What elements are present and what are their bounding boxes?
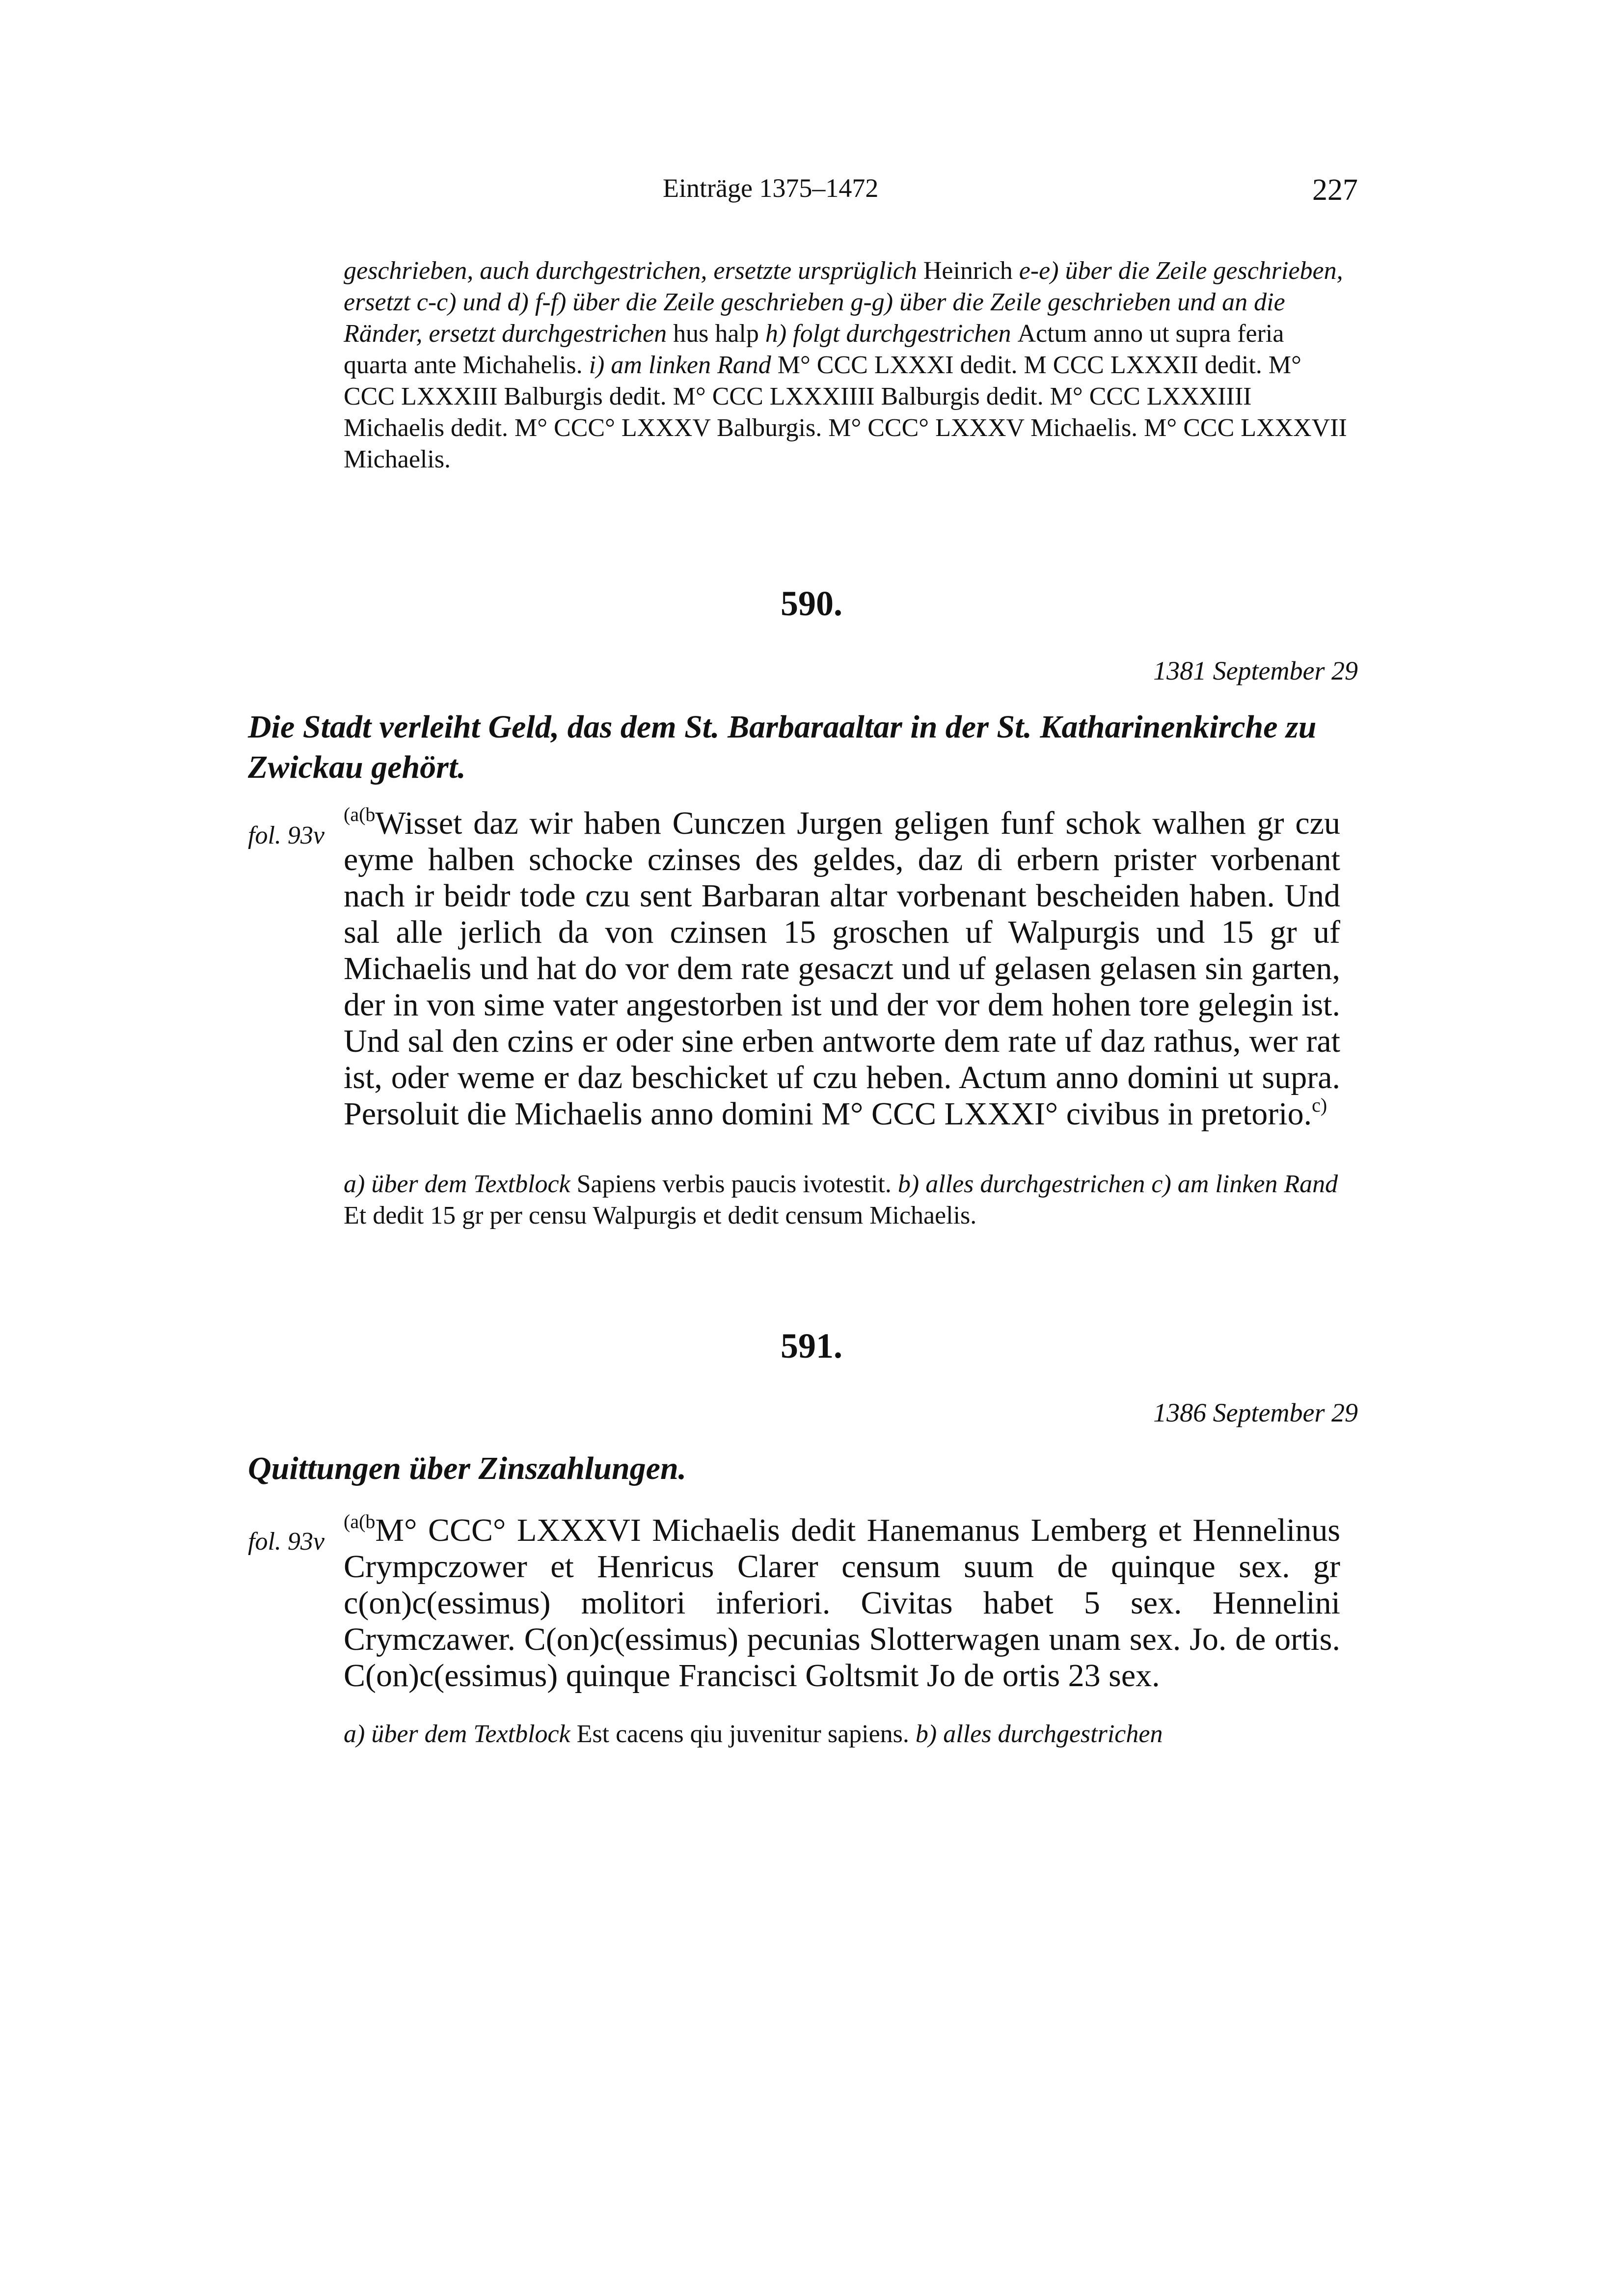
note-label: e-e) über die Zeile geschrieben, ersetzt c-c) und d) f-f) über die Zeile geschrieben g-g) über die Zeile geschrieben und an die Ränder, ersetzt durchgestrichen bbox=[344, 257, 1343, 348]
note-label: b) alles durchgestrichen bbox=[915, 1720, 1163, 1748]
entry-text bbox=[344, 1512, 1340, 1694]
running-title: Einträge 1375–1472 bbox=[663, 173, 879, 203]
note-label: a) über dem Textblock bbox=[344, 1720, 577, 1748]
page-number: 227 bbox=[1312, 173, 1358, 207]
entry-date: 1381 September 29 bbox=[1153, 656, 1358, 685]
note-quote: Et dedit 15 gr per censu Walpurgis et dedit censum Michaelis. bbox=[344, 1202, 977, 1230]
note-quote: Heinrich bbox=[923, 257, 1019, 285]
entry-text-body: Wisset daz wir haben Cunczen Jurgen geligen funf schok walhen gr czu eyme halben schocke czinses des geldes, daz di erbern prister vorbenant nach ir beidr tode czu sent Barbaran altar vorbenant bescheiden haben. Und sal alle jerlich da von czinsen 15 groschen uf Walpurgis und 15 gr uf Michaelis und hat do vor dem rate gesaczt und uf gelasen gelasen sin garten, der in von sime vater angestorben ist und der vor dem hohen tore gelegin ist. Und sal den czins er oder sine erben antworte dem rate uf daz rathus, wer rat ist, oder weme er daz beschicket uf czu heben. Actum anno domini ut supra. Persoluit die Michaelis anno domini M° CCC LXXXI° civibus in pretorio. bbox=[344, 805, 1340, 1132]
note-quote: Est cacens qiu juvenitur sapiens. bbox=[576, 1720, 916, 1748]
entry-number: 591. bbox=[781, 1326, 842, 1366]
entry-notes bbox=[344, 1169, 1350, 1231]
running-header bbox=[0, 173, 1623, 212]
note-label: h) folgt durchgestrichen bbox=[765, 320, 1018, 348]
entry-date: 1386 September 29 bbox=[1153, 1398, 1358, 1427]
folio-reference: fol. 93v bbox=[248, 1528, 325, 1556]
entry-notes bbox=[344, 1719, 1350, 1750]
note-label: b) alles durchgestrichen c) am linken Rand bbox=[897, 1170, 1338, 1198]
folio-reference: fol. 93v bbox=[248, 821, 325, 849]
entry-text-body: M° CCC° LXXXVI Michaelis dedit Hanemanus Lemberg et Hennelinus Crympczower et Henricus Clarer censum suum de quinque sex. gr c(on)c(essimus) molitori inferiori. Civitas habet 5 sex. Hennelini Crymczawer. C(on)c(essimus) pecunias Slotterwagen unam sex. Jo. de ortis. C(on)c(essimus) quinque Francisci Goltsmit Jo de ortis 23 sex. bbox=[344, 1512, 1340, 1694]
note-label: i) am linken Rand bbox=[589, 351, 778, 379]
entry-number: 590. bbox=[781, 584, 842, 623]
note-quote: Actum anno ut supra feria quarta ante Michahelis. bbox=[344, 320, 1284, 379]
note-marker-end: c) bbox=[1312, 1094, 1327, 1116]
note-label: a) über dem Textblock bbox=[344, 1170, 577, 1198]
entry-heading: Quittungen über Zinszahlungen. bbox=[248, 1450, 687, 1486]
entry-heading: Die Stadt verleiht Geld, das dem St. Barbaraaltar in der St. Katharinenkirche zu Zwickau gehört. bbox=[248, 709, 1317, 785]
note-quote: hus halp bbox=[673, 320, 765, 348]
note-label: geschrieben, auch durchgestrichen, ersetzte ursprüglich bbox=[344, 257, 923, 285]
note-quote: M° CCC LXXXI dedit. M CCC LXXXII dedit. M° CCC LXXXIII Balburgis dedit. M° CCC LXXXIIII Balburgis dedit. M° CCC LXXXIIII Michaelis dedit. M° CCC° LXXXV Balburgis. M° CCC° LXXXV Michaelis. M° CCC LXXXVII Michaelis. bbox=[344, 351, 1347, 473]
note-quote: Sapiens verbis paucis ivotestit. bbox=[576, 1170, 898, 1198]
note-marker: (a(b bbox=[344, 1510, 376, 1532]
entry-text bbox=[344, 805, 1340, 1132]
note-marker: (a(b bbox=[344, 803, 376, 825]
carryover-notes bbox=[344, 255, 1350, 475]
